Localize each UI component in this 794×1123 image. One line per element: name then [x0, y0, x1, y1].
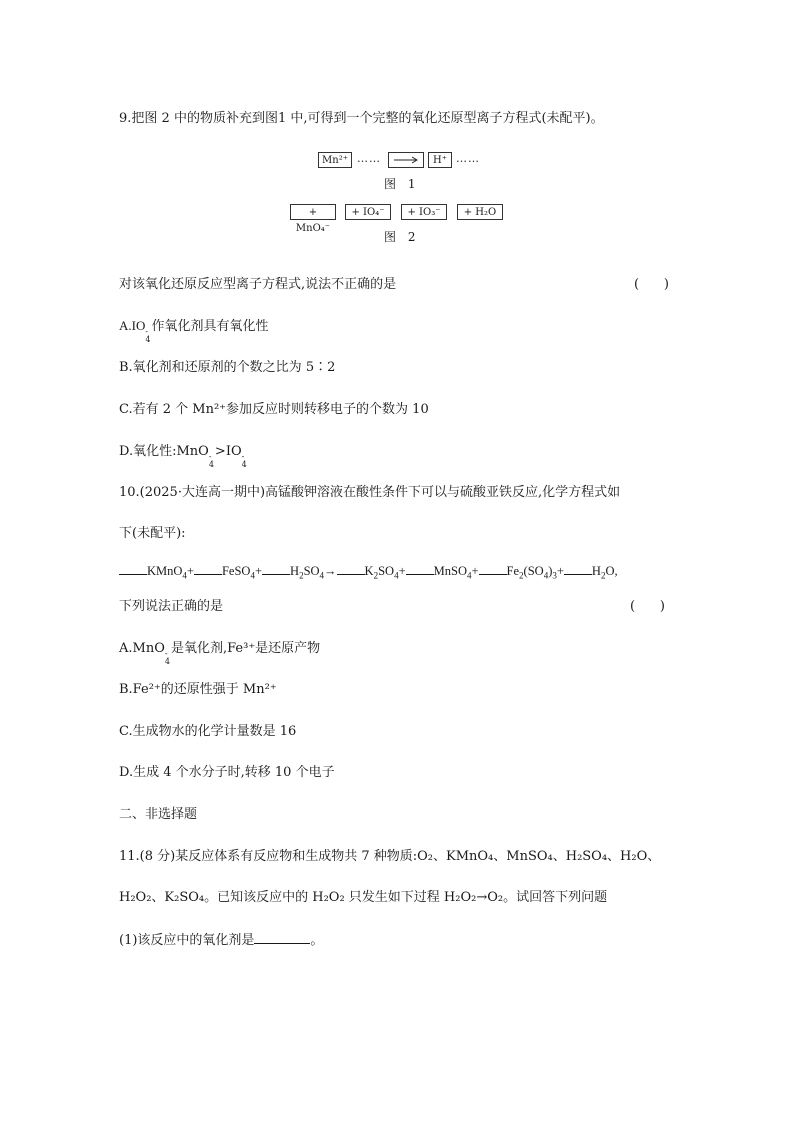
q10-option-a: A.MnO - 4 是氧化剂,Fe³⁺是还原产物: [119, 641, 321, 666]
q10-option-b: B.Fe²⁺的还原性强于 Mn²⁺: [119, 682, 277, 697]
blank-5: [406, 562, 434, 575]
blank-7: [564, 562, 592, 575]
fig1-box-mn: Mn²⁺: [318, 152, 352, 168]
q10-option-a-post: 是氧化剂,Fe³⁺是还原产物: [170, 641, 321, 656]
q11-stem1: 11.(8 分)某反应体系有反应物和生成物共 7 种物质:O₂、KMnO₄、MnSO₄、H₂SO₄、H₂O、: [119, 849, 661, 864]
q9-stem: 9.把图 2 中的物质补充到图1 中,可得到一个完整的氧化还原型离子方程式(未配平)。: [119, 111, 604, 126]
blank-4: [337, 562, 365, 575]
q10-option-d: D.生成 4 个水分子时,转移 10 个电子: [119, 765, 335, 780]
section-heading: 二、非选择题: [119, 807, 198, 822]
q11-sub1-text: (1)该反应中的氧化剂是: [119, 933, 255, 948]
fig1-box-arrow: [388, 152, 424, 168]
q9-option-a: A.IO - 4 作氧化剂具有氧化性: [119, 318, 269, 344]
q10-option-c: C.生成物水的化学计量数是 16: [119, 724, 297, 739]
q9-question: 对该氧化还原反应型离子方程式,说法不正确的是: [119, 277, 397, 292]
q9-option-d-mid: >IO: [214, 444, 242, 459]
fig1-dots-1: ……: [357, 152, 381, 165]
q11-stem2: H₂O₂、K₂SO₄。已知该反应中的 H₂O₂ 只发生如下过程 H₂O₂→O₂。试回答下列问题: [119, 890, 608, 905]
fig2-box-mno4: + MnO₄⁻: [290, 204, 336, 220]
q10-equation: KMnO$_4$+ FeSO$_4$+ $H_2SO_4\to K_2SO_4+$ MnSO$_4$+ $Fe_2(SO_4)_3+ H_2O$,: [119, 562, 618, 580]
q10-question: 下列说法正确的是: [119, 599, 224, 614]
fig2-box-io3: + IO₃⁻: [401, 204, 447, 220]
fig2-box-h2o: + H₂O: [457, 204, 503, 220]
q9-option-d-pre: D.氧化性:MnO: [119, 444, 209, 459]
fig2-label: 图 2: [384, 230, 420, 244]
fig1-box-h: H⁺: [428, 152, 452, 168]
arrow-right-icon: [389, 153, 423, 167]
q10-answer-paren: ( ): [630, 599, 665, 614]
q9-option-c: C.若有 2 个 Mn²⁺参加反应时则转移电子的个数为 10: [119, 402, 429, 417]
fig2-box-io4: + IO₄⁻: [345, 204, 391, 220]
q10-option-a-pre: A.MnO: [119, 641, 165, 656]
q9-option-b: B.氧化剂和还原剂的个数之比为 5∶2: [119, 360, 336, 375]
q9-option-d: D.氧化性:MnO - 4 >IO - 4: [119, 444, 247, 469]
blank-2: [194, 562, 222, 575]
fig1-dots-2: ……: [456, 152, 480, 165]
q9-answer-paren: ( ): [634, 277, 669, 292]
fig1-label: 图 1: [384, 177, 420, 191]
blank-6: [479, 562, 507, 575]
blank-1: [119, 562, 147, 575]
q9-option-a-pre: A.IO: [119, 318, 146, 333]
q10-stem2: 下(未配平):: [119, 526, 186, 541]
blank-3: [262, 562, 290, 575]
answer-blank: [254, 931, 310, 944]
q9-option-a-post: 作氧化剂具有氧化性: [151, 319, 269, 334]
q10-stem: 10.(2025·大连高一期中)高锰酸钾溶液在酸性条件下可以与硫酸亚铁反应,化学方程式如: [119, 485, 621, 500]
q11-sub1: (1)该反应中的氧化剂是 。: [119, 933, 324, 948]
